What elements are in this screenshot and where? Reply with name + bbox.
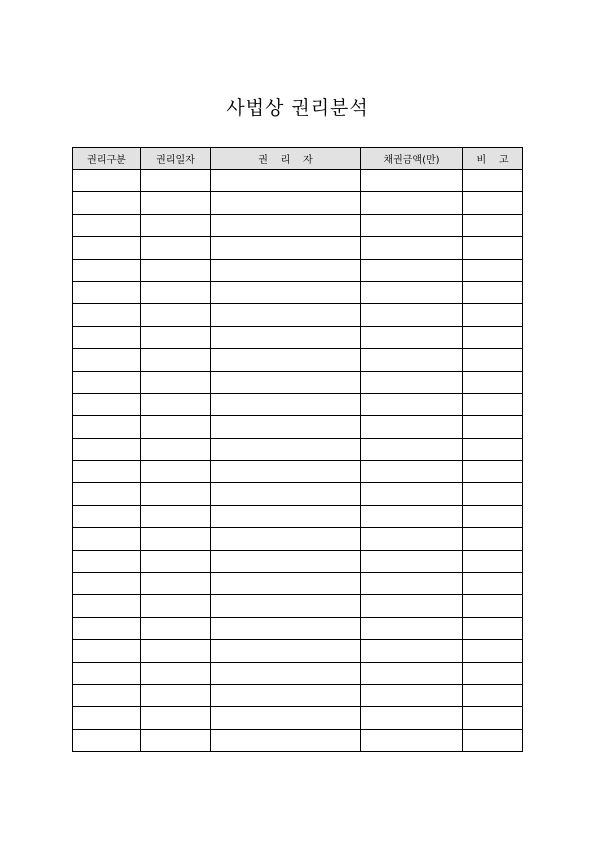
right-date-cell[interactable] — [141, 595, 211, 617]
table-row — [73, 393, 523, 415]
right-type-cell[interactable] — [73, 170, 141, 192]
table-row — [73, 707, 523, 729]
claim-amount-cell[interactable] — [361, 573, 463, 595]
claim-amount-cell[interactable] — [361, 707, 463, 729]
remarks-cell[interactable] — [463, 595, 523, 617]
right-date-cell[interactable] — [141, 505, 211, 527]
right-type-cell[interactable] — [73, 237, 141, 259]
table-row — [73, 662, 523, 684]
right-type-cell[interactable] — [73, 371, 141, 393]
claim-amount-cell[interactable] — [361, 528, 463, 550]
header-claim-amount: 채권금액(만) — [361, 148, 463, 170]
remarks-cell[interactable] — [463, 684, 523, 706]
remarks-cell[interactable] — [463, 573, 523, 595]
right-holder-cell[interactable] — [211, 550, 361, 572]
right-holder-cell[interactable] — [211, 170, 361, 192]
table-header-row — [73, 148, 523, 170]
claim-amount-cell[interactable] — [361, 617, 463, 639]
right-type-cell[interactable] — [73, 438, 141, 460]
remarks-cell[interactable] — [463, 192, 523, 214]
right-type-cell[interactable] — [73, 528, 141, 550]
right-date-cell[interactable] — [141, 617, 211, 639]
table-row — [73, 573, 523, 595]
table-row — [73, 550, 523, 572]
claim-amount-cell[interactable] — [361, 438, 463, 460]
right-holder-cell[interactable] — [211, 259, 361, 281]
claim-amount-cell[interactable] — [361, 684, 463, 706]
remarks-cell[interactable] — [463, 170, 523, 192]
header-right-date: 권리일자 — [141, 148, 211, 170]
right-type-cell[interactable] — [73, 483, 141, 505]
claim-amount-cell[interactable] — [361, 170, 463, 192]
header-remarks: 비 고 — [463, 148, 523, 170]
claim-amount-cell[interactable] — [361, 281, 463, 303]
right-date-cell[interactable] — [141, 214, 211, 236]
right-type-cell[interactable] — [73, 595, 141, 617]
right-date-cell[interactable] — [141, 259, 211, 281]
table-row — [73, 729, 523, 751]
remarks-cell[interactable] — [463, 729, 523, 751]
table-row — [73, 371, 523, 393]
remarks-cell[interactable] — [463, 416, 523, 438]
table-row — [73, 349, 523, 371]
remarks-cell[interactable] — [463, 550, 523, 572]
remarks-cell[interactable] — [463, 393, 523, 415]
claim-amount-cell[interactable] — [361, 729, 463, 751]
right-type-cell[interactable] — [73, 349, 141, 371]
remarks-cell[interactable] — [463, 326, 523, 348]
right-type-cell[interactable] — [73, 416, 141, 438]
table-row — [73, 214, 523, 236]
claim-amount-cell[interactable] — [361, 550, 463, 572]
claim-amount-cell[interactable] — [361, 304, 463, 326]
claim-amount-cell[interactable] — [361, 461, 463, 483]
right-type-cell[interactable] — [73, 662, 141, 684]
right-holder-cell[interactable] — [211, 729, 361, 751]
remarks-cell[interactable] — [463, 505, 523, 527]
right-holder-cell[interactable] — [211, 505, 361, 527]
rights-analysis-table — [72, 147, 523, 752]
right-date-cell[interactable] — [141, 438, 211, 460]
right-holder-cell[interactable] — [211, 326, 361, 348]
right-type-cell[interactable] — [73, 304, 141, 326]
right-holder-cell[interactable] — [211, 483, 361, 505]
right-holder-cell[interactable] — [211, 416, 361, 438]
claim-amount-cell[interactable] — [361, 326, 463, 348]
right-date-cell[interactable] — [141, 281, 211, 303]
remarks-cell[interactable] — [463, 528, 523, 550]
right-holder-cell[interactable] — [211, 304, 361, 326]
right-type-cell[interactable] — [73, 192, 141, 214]
table-row — [73, 461, 523, 483]
header-right-type: 권리구분 — [73, 148, 141, 170]
right-date-cell[interactable] — [141, 237, 211, 259]
remarks-cell[interactable] — [463, 214, 523, 236]
remarks-cell[interactable] — [463, 237, 523, 259]
claim-amount-cell[interactable] — [361, 192, 463, 214]
right-date-cell[interactable] — [141, 393, 211, 415]
right-date-cell[interactable] — [141, 662, 211, 684]
right-holder-cell[interactable] — [211, 707, 361, 729]
table-row — [73, 505, 523, 527]
right-holder-cell[interactable] — [211, 349, 361, 371]
right-type-cell[interactable] — [73, 707, 141, 729]
remarks-cell[interactable] — [463, 304, 523, 326]
remarks-cell[interactable] — [463, 281, 523, 303]
table-row — [73, 304, 523, 326]
right-date-cell[interactable] — [141, 192, 211, 214]
right-type-cell[interactable] — [73, 281, 141, 303]
right-type-cell[interactable] — [73, 573, 141, 595]
claim-amount-cell[interactable] — [361, 214, 463, 236]
table-row — [73, 259, 523, 281]
right-holder-cell[interactable] — [211, 192, 361, 214]
right-holder-cell[interactable] — [211, 617, 361, 639]
right-holder-cell[interactable] — [211, 662, 361, 684]
claim-amount-cell[interactable] — [361, 259, 463, 281]
table-row — [73, 528, 523, 550]
table-row — [73, 326, 523, 348]
header-right-holder: 권 리 자 — [211, 148, 361, 170]
right-date-cell[interactable] — [141, 528, 211, 550]
remarks-cell[interactable] — [463, 483, 523, 505]
claim-amount-cell[interactable] — [361, 237, 463, 259]
remarks-cell[interactable] — [463, 662, 523, 684]
claim-amount-cell[interactable] — [361, 483, 463, 505]
remarks-cell[interactable] — [463, 617, 523, 639]
claim-amount-cell[interactable] — [361, 416, 463, 438]
claim-amount-cell[interactable] — [361, 662, 463, 684]
page-title: 사법상 권리분석 — [226, 97, 369, 119]
right-holder-cell[interactable] — [211, 684, 361, 706]
table-row — [73, 483, 523, 505]
right-date-cell[interactable] — [141, 304, 211, 326]
right-date-cell[interactable] — [141, 371, 211, 393]
right-date-cell[interactable] — [141, 684, 211, 706]
remarks-cell[interactable] — [463, 707, 523, 729]
table-row — [73, 684, 523, 706]
right-type-cell[interactable] — [73, 729, 141, 751]
right-type-cell[interactable] — [73, 326, 141, 348]
claim-amount-cell[interactable] — [361, 505, 463, 527]
right-date-cell[interactable] — [141, 349, 211, 371]
right-holder-cell[interactable] — [211, 461, 361, 483]
right-type-cell[interactable] — [73, 461, 141, 483]
right-holder-cell[interactable] — [211, 640, 361, 662]
table-row — [73, 170, 523, 192]
right-type-cell[interactable] — [73, 640, 141, 662]
right-holder-cell[interactable] — [211, 573, 361, 595]
right-holder-cell[interactable] — [211, 281, 361, 303]
remarks-cell[interactable] — [463, 371, 523, 393]
right-type-cell[interactable] — [73, 550, 141, 572]
table-row — [73, 595, 523, 617]
right-date-cell[interactable] — [141, 170, 211, 192]
remarks-cell[interactable] — [463, 640, 523, 662]
right-date-cell[interactable] — [141, 461, 211, 483]
right-holder-cell[interactable] — [211, 214, 361, 236]
claim-amount-cell[interactable] — [361, 640, 463, 662]
right-holder-cell[interactable] — [211, 237, 361, 259]
remarks-cell[interactable] — [463, 259, 523, 281]
right-holder-cell[interactable] — [211, 595, 361, 617]
right-type-cell[interactable] — [73, 214, 141, 236]
table-row — [73, 640, 523, 662]
table-row — [73, 416, 523, 438]
table-row — [73, 617, 523, 639]
right-date-cell[interactable] — [141, 729, 211, 751]
claim-amount-cell[interactable] — [361, 371, 463, 393]
table-row — [73, 192, 523, 214]
right-date-cell[interactable] — [141, 573, 211, 595]
right-holder-cell[interactable] — [211, 438, 361, 460]
right-date-cell[interactable] — [141, 483, 211, 505]
right-type-cell[interactable] — [73, 617, 141, 639]
right-date-cell[interactable] — [141, 326, 211, 348]
table-row — [73, 438, 523, 460]
right-date-cell[interactable] — [141, 707, 211, 729]
right-holder-cell[interactable] — [211, 528, 361, 550]
remarks-cell[interactable] — [463, 438, 523, 460]
remarks-cell[interactable] — [463, 461, 523, 483]
table-row — [73, 281, 523, 303]
right-date-cell[interactable] — [141, 640, 211, 662]
right-type-cell[interactable] — [73, 259, 141, 281]
claim-amount-cell[interactable] — [361, 349, 463, 371]
table-row — [73, 237, 523, 259]
right-holder-cell[interactable] — [211, 393, 361, 415]
remarks-cell[interactable] — [463, 349, 523, 371]
right-holder-cell[interactable] — [211, 371, 361, 393]
right-date-cell[interactable] — [141, 416, 211, 438]
claim-amount-cell[interactable] — [361, 595, 463, 617]
right-date-cell[interactable] — [141, 550, 211, 572]
right-type-cell[interactable] — [73, 684, 141, 706]
right-type-cell[interactable] — [73, 505, 141, 527]
claim-amount-cell[interactable] — [361, 393, 463, 415]
table-body — [73, 170, 523, 752]
right-type-cell[interactable] — [73, 393, 141, 415]
